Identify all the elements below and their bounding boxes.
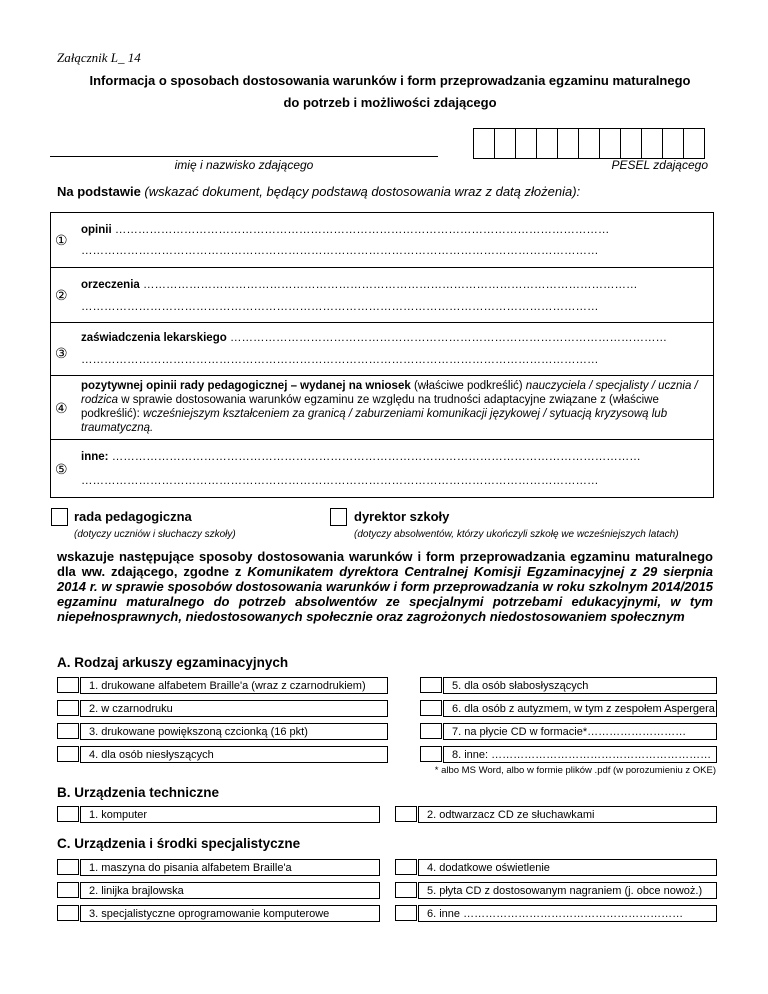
section-c-title: C. Urządzenia i środki specjalistyczne — [57, 836, 301, 851]
basis-table — [50, 212, 714, 498]
option-checkbox[interactable] — [57, 700, 79, 716]
pesel-cell[interactable] — [515, 128, 537, 159]
option-label: 1. drukowane alfabetem Braille'a (wraz z czarnodrukiem) — [80, 677, 388, 694]
option-checkbox[interactable] — [57, 746, 79, 762]
indication-paragraph — [57, 549, 713, 624]
option-label: 5. dla osób słabosłyszących — [443, 677, 717, 694]
row-label: opinii — [81, 224, 112, 236]
pesel-cell[interactable] — [620, 128, 642, 159]
pesel-cell[interactable] — [494, 128, 516, 159]
option-checkbox[interactable] — [57, 723, 79, 739]
section-b-title: B. Urządzenia techniczne — [57, 785, 220, 800]
option-label: 4. dodatkowe oświetlenie — [418, 859, 717, 876]
pesel-caption: PESEL zdającego — [611, 158, 708, 172]
option-label: 4. dla osób niesłyszących — [80, 746, 388, 763]
option-label: 6. dla osób z autyzmem, w tym z zespołem Aspergera — [443, 700, 717, 717]
option-label: 2. w czarnodruku — [80, 700, 388, 717]
option-label: 1. komputer — [80, 806, 380, 823]
pesel-cell[interactable] — [536, 128, 558, 159]
council-checkbox[interactable] — [51, 508, 68, 526]
option-label: 8. inne: …………………………………………………… — [443, 746, 717, 763]
name-caption: imię i nazwisko zdającego — [174, 158, 314, 172]
option-label: 2. linijka brajlowska — [80, 882, 380, 899]
option-checkbox[interactable] — [57, 859, 79, 875]
council-label: rada pedagogiczna — [74, 509, 192, 524]
basis-row-ruling[interactable] — [51, 268, 713, 323]
form-title-line1: Informacja o sposobach dostosowania warunków i form przeprowadzania egzaminu maturalnego — [89, 73, 691, 88]
pesel-cell[interactable] — [599, 128, 621, 159]
option-checkbox[interactable] — [57, 882, 79, 898]
paragraph-text: wskazuje następujące sposoby dostosowania warunków i form przeprowadzania egzaminu maturalnego dla ww. zdającego, zgodne z — [57, 549, 713, 579]
row-dots: ………………………………………………………………………………………………………………… — [143, 279, 638, 291]
option-checkbox[interactable] — [420, 700, 442, 716]
option-label: 5. płyta CD z dostosowanym nagraniem (j. obce nowoż.) — [418, 882, 717, 899]
option-label: 7. na płycie CD w formacie*……………………… — [443, 723, 717, 740]
option-label: 1. maszyna do pisania alfabetem Braille'a — [80, 859, 380, 876]
section-a-title: A. Rodzaj arkuszy egzaminacyjnych — [57, 655, 289, 670]
option-checkbox[interactable] — [420, 677, 442, 693]
option-label: 2. odtwarzacz CD ze słuchawkami — [418, 806, 717, 823]
pesel-cell[interactable] — [641, 128, 663, 159]
attachment-label: Załącznik L_ 14 — [57, 50, 141, 65]
circled-number-1: ① — [55, 232, 68, 248]
row-dots: ……………………………………………………………………………………………………………………… — [81, 245, 599, 257]
option-checkbox[interactable] — [57, 905, 79, 921]
pesel-cell[interactable] — [557, 128, 579, 159]
pesel-field[interactable] — [474, 128, 705, 159]
pesel-cell[interactable] — [578, 128, 600, 159]
director-checkbox[interactable] — [330, 508, 347, 526]
row-dots: ………………………………………………………………………………………………………………………… — [111, 451, 641, 463]
row-dots: ……………………………………………………………………………………………………………………… — [81, 301, 599, 313]
council-text-c: w sprawie dostosowania warunków egzaminu ze względu na trudności adaptacyjne związane z (właściwe podkreślić): — [81, 394, 659, 420]
row-label: orzeczenia — [81, 279, 140, 291]
option-label: 3. specjalistyczne oprogramowanie komputerowe — [80, 905, 380, 922]
director-note: (dotyczy absolwentów, którzy ukończyli szkołę we wcześniejszych latach) — [354, 529, 679, 540]
row-label: pozytywnej opinii rady pedagogicznej – wydanej na wniosek — [81, 380, 411, 392]
basis-hint: (wskazać dokument, będący podstawą dostosowania wraz z datą złożenia): — [144, 184, 581, 199]
circled-number-5: ⑤ — [55, 461, 68, 477]
form-title-line2: do potrzeb i możliwości zdającego — [283, 95, 497, 110]
option-label: 6. inne …………………………………………………… — [418, 905, 717, 922]
basis-row-other[interactable] — [51, 440, 713, 498]
option-checkbox[interactable] — [57, 806, 79, 822]
pesel-cell[interactable] — [683, 128, 705, 159]
circled-number-3: ③ — [55, 345, 68, 361]
council-text-b: nauczyciela / specjalisty / ucznia / rodzica — [81, 380, 698, 406]
option-checkbox[interactable] — [395, 905, 417, 921]
option-checkbox[interactable] — [395, 859, 417, 875]
option-label: 3. drukowane powiększoną czcionką (16 pkt) — [80, 723, 388, 740]
pesel-cell[interactable] — [662, 128, 684, 159]
council-text-a: (właściwe podkreślić) — [413, 380, 523, 392]
option-checkbox[interactable] — [420, 746, 442, 762]
basis-heading — [57, 184, 580, 199]
option-checkbox[interactable] — [395, 882, 417, 898]
basis-row-opinion[interactable] — [51, 213, 713, 268]
circled-number-4: ④ — [55, 400, 68, 416]
row-label: zaświadczenia lekarskiego — [81, 332, 227, 344]
circled-number-2: ② — [55, 287, 68, 303]
council-opinion-text — [81, 379, 703, 435]
director-label: dyrektor szkoły — [354, 509, 450, 524]
council-text-d: wcześniejszym kształceniem za granicą / zaburzeniami komunikacji językowej / sytuacją kryzysową lub traumatyczną. — [81, 408, 668, 434]
format-footnote: * albo MS Word, albo w formie plików .pdf (w porozumieniu z OKE) — [434, 765, 716, 776]
name-field-line[interactable] — [50, 156, 438, 157]
basis-row-council[interactable] — [51, 376, 713, 440]
option-checkbox[interactable] — [395, 806, 417, 822]
row-dots: ………………………………………………………………………………………………………………… — [114, 224, 610, 236]
pesel-cell[interactable] — [473, 128, 495, 159]
row-dots: ……………………………………………………………………………………………………………………… — [81, 475, 599, 487]
option-checkbox[interactable] — [420, 723, 442, 739]
paragraph-communique: Komunikatem dyrektora Centralnej Komisji Egzaminacyjnej z 29 sierpnia 2014 r. w sprawie sposobów dostosowania warunków i form przeprowadzania w roku szkolnym 2014/2015 egzaminu maturalnego do potrzeb absolwentów ze specjalnymi potrzebami edukacyjnymi, w tym niepełnosprawnych, niedostosowanych społecznie oraz zagrożonych niedostosowaniem społecznym — [57, 564, 714, 624]
basis-label: Na podstawie — [57, 184, 141, 199]
basis-row-medical[interactable] — [51, 323, 713, 376]
row-dots: ……………………………………………………………………………………………………………………… — [81, 354, 599, 366]
row-label: inne: — [81, 451, 109, 463]
option-checkbox[interactable] — [57, 677, 79, 693]
row-dots: …………………………………………………………………………………………………… — [229, 332, 667, 344]
council-note: (dotyczy uczniów i słuchaczy szkoły) — [74, 529, 236, 540]
